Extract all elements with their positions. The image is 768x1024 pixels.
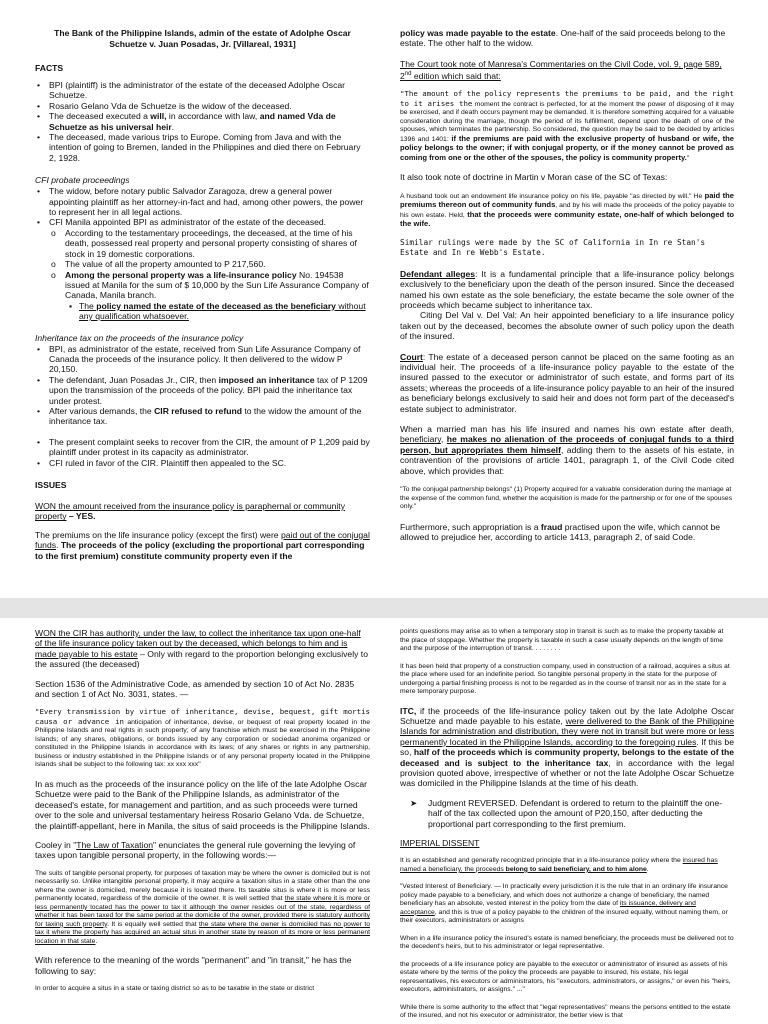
page1-right-column — [400, 28, 734, 542]
document-page-2 — [0, 618, 768, 1024]
cooley-quote: The suits of tangible personal property, for purposes of taxation may be where the owner is domiciled but is not necessarily so. Unlike intangible personal property, it may acquire a taxation situs in a state other than the one where the owner is domiciled, merely because it is located there. Its taxable situs is where it is more or less permanently located, regardless of the domicile of the owner. It is well settled that the state where it is more or less permanently located has the power to tax it although the owner resides out of the state, regardless of whether it has been taxed for the same period at the domicile of the owner, provided there is statutory authority for taxing such property. It is equally well settled that the state where the owner is domiciled has no power to tax it where the property has acquired an actual situs in another state by reason of its more or less permanent location in that state. — [35, 869, 370, 945]
manresa-reference: The Court took note of Manresa's Commentaries on the Civil Code, vol. 9, page 589, 2nd edition which said that: — [400, 58, 722, 82]
bullet-icon: • — [37, 436, 41, 447]
estate-beneficiary-quote: When in a life insurance policy the insured's estate is named beneficiary, the proceeds must be delivered not to the decedent's heirs, but to his administrator or legal representative. — [400, 934, 734, 951]
vested-interest-quote: "Vested Interest of Beneficiary. — In practically every jurisdiction it is the rule that in an ordinary life insurance policy made payable to a beneficiary, and which does not authorize a change of beneficiary, the named beneficiary has an absolute, vested interest in the policy from the date of its issuance, delivery and acceptance, and this is true of a policy payable to the children of the insured equally, without naming them, or their executors, administrators or assigns — [400, 883, 728, 925]
list-item: • The widow, before notary public Salvador Zaragoza, drew a general power appointing plaintiff as her attorney-in-fact and had, among other powers, the power to represent her in all legal actions. — [37, 186, 364, 218]
list-item: • The deceased executed a will, in accordance with law, and named Vda de Schuetze as his universal heir. — [37, 111, 336, 132]
list-item: • The present complaint seeks to recover from the CIR, the amount of P 1,209 paid by plaintiff under protest in its capacity as administrator. — [37, 436, 370, 458]
situs-paragraph: In as much as the proceeds of the insurance policy on the life of the late Adolphe Oscar Schuetze were paid to the Bank of the Philippine Islands, as administrator of the deceased's estate, for management and partition, and as such proceeds were turned over to the sole and universal testamentary heiress Rosario Gelano Vda. de Schuetze, the plaintiff-appellant, here in Manila, the situs of said proceeds is the Philippine Islands. — [35, 778, 370, 831]
bullet-icon: • — [37, 80, 41, 90]
court-ruling: Court: The estate of a deceased person cannot be placed on the same footing as an individual heir. The proceeds of a life-insurance policy payable to the estate of the insured passed to the executor or administrator of such estate, and forms part of its assets; whereas the proceeds of a life-insurance policy payable to an heir of the insured as beneficiary belongs exclusively to said heir and does not form part of the deceased's estate subject to administrator. — [400, 351, 734, 414]
bullet-icon: • — [37, 457, 41, 468]
list-item: o Among the personal property was a life-insurance policy No. 194538 issued at Manila for the sum of $ 10,000 by the Sun Life Assurance Company of Canada, Manila branch. — [51, 269, 369, 301]
martin-reference: It also took note of doctrine in Martin v Moran case of the SC of Texas: — [400, 172, 668, 183]
issues-heading: ISSUES — [35, 480, 67, 490]
list-item: • CFI Manila appointed BPI as administrator of the estate of the deceased. — [37, 217, 327, 228]
list-item: • BPI, as administrator of the estate, received from Sun Life Assurance Company of Canada the proceeds of the insurance policy. It then delivered to the widow P 20,150. — [37, 343, 361, 375]
circle-icon: o — [51, 269, 56, 280]
defendant-alleges: Defendant alleges: It is a fundamental principle that a life-insurance policy belongs exclusively to the beneficiary upon the death of the person insured. Since the deceased named his own estate as the sole beneficiary, the estate became the sole owner of the proceeds which became subject to inheritance tax. — [400, 268, 734, 310]
bullet-icon: • — [37, 111, 41, 122]
issue-1-ruling: The premiums on the life insurance policy (except the first) were paid out of the conjugal funds. The proceeds of the policy (excluding the proportional part corresponding to the first premium) constitute community property even if the — [35, 529, 370, 561]
issue-1: WON the amount received from the insurance policy is paraphernal or community property – YES. — [35, 501, 345, 522]
martin-quote: A husband took out an endowment life insurance policy on his life, payable "as directed by will." He paid the premiums thereon out of community funds, and by his will made the proceeds of the policy payable to his own estate. Held, that the proceeds were community estate, one-half of which belonged to the wife. — [400, 190, 734, 229]
itc-paragraph: ITC, if the proceeds of the life-insurance policy taken out by the late Adolphe Oscar Schuetze and made payable to his estate, were delivered to the Bank of the Philippine Islands for administration and distribution, they were not in transit but were more or less permanently located in the Philippine Islands, according to the foregoing rules. If this be so, half of the proceeds which is community property, belongs to the estate of the deceased and is subject to the inheritance tax, in accordance with the legal provision quoted above, irrespective of whether or not the late Adolphe Oscar Schuetze was domiciled in the Philippine Islands at the time of his death. — [400, 705, 735, 789]
list-item: • The deceased, made various trips to Europe. Coming from Java and with the intention of going to Bremen, landed in the Philippines and died there on February 2, 1928. — [37, 132, 361, 163]
facts-heading: FACTS — [35, 63, 64, 73]
transit-quote: points questions may arise as to when a temporary stop in transit is such as to make the property taxable at the place of stoppage. Whether the property is taxable in such a case usually depends on the length of time and the purpose of the interruption of transit. . . . . . . . — [400, 628, 724, 652]
dissent-principle: It is an established and generally recognized principle that in a life-insurance policy where the insured has named a beneficiary, the proceeds belong to said beneficiary, and to him alone. — [400, 857, 718, 873]
fraud-paragraph: Furthermore, such appropriation is a fraud practised upon the wife, which cannot be allowed to prejudice her, according to article 1413, paragraph 2, of said Code. — [400, 521, 721, 542]
tax-heading: Inheritance tax on the proceeds of the insurance policy — [35, 332, 244, 343]
circle-icon: o — [51, 259, 56, 270]
list-item: • Rosario Gelano Vda de Schuetze is the widow of the deceased. — [37, 100, 292, 111]
manresa-quote: "The amount of the policy represents the premiums to be paid, and the right to it arises the moment the contract is perfected, for at the moment the power of disposing of it may be exercised, and if death occurs payment may be demanded. It is therefore something acquired for a valuable consideration during the marriage, though the period of its fulfillment, depend upon the death of one of the spouses, which terminates the partnership. So considered, the question may be said to be decided by articles 1396 and 1401: if the premiums are paid with the exclusive property of husband or wife, the policy belongs to the owner; if with conjugal property, or if the money cannot be proved as coming from one or the other of the spouses, the policy is community property." — [400, 89, 734, 162]
page2-left-column — [35, 628, 370, 994]
similar-rulings: Similar rulings were made by the SC of California in In re Stan's Estate and In re Webb's Estate. — [400, 237, 706, 258]
list-item: • CFI ruled in favor of the CIR. Plaintiff then appealed to the SC. — [37, 457, 287, 468]
list-item: o The value of all the property amounted to P 217,560. — [51, 259, 266, 270]
bullet-icon: • — [37, 217, 41, 228]
del-val-citation: Citing Del Val v. Del Val: An heir appointed beneficiary to a life insurance policy taken out by the deceased, becomes the absolute owner of such policy upon the death of the insured. — [400, 310, 734, 342]
bullet-icon: • — [37, 374, 41, 385]
list-item: ▪ The policy named the estate of the deceased as the beneficiary without any qualification whatsoever. — [69, 300, 366, 322]
section-1536: Section 1536 of the Administrative Code, as amended by section 10 of Act No. 2835 and section 1 of Act No. 3031, states. — — [35, 678, 355, 700]
circle-icon: o — [51, 227, 56, 238]
ruling-continued: policy was made payable to the estate. One-half of the said proceeds belong to the estate. The other half to the widow. — [400, 28, 726, 49]
arrow-icon: ➤ — [410, 797, 418, 808]
proceeds-payable-quote: the proceeds of a life insurance policy are payable to the executor or administrator of insured as assets of his estate where by the terms of the policy the proceeds are payable to insured, his estate, his legal representatives, his executors or administrators, his "executors, administrators, or assigns," or even his "heirs, executors, administrators, or assigns." ..." — [400, 960, 731, 994]
article-1401-quote: "To the conjugal partnership belongs" (1) Property acquired for a valuable consideration during the marriage at the expense of the common fund, whether the acquisition is made for the partnership or for one of the spouses only." — [400, 486, 733, 511]
page1-left-column — [35, 28, 370, 561]
bullet-icon: • — [37, 186, 41, 197]
construction-quote: It has been held that property of a construction company, used in construction of a railroad, acquires a situs at the place where used for an indefinite period. So tangible personal property in the state for the purpose of undergoing a partial finishing process is not to be regarded as in the course of transit nor as in the state for a mere temporary purpose. — [400, 662, 730, 695]
page2-right-column — [400, 628, 734, 1021]
bullet-icon: • — [37, 343, 41, 354]
bullet-icon: • — [37, 132, 41, 143]
dissent-heading: IMPERIAL DISSENT — [400, 837, 480, 848]
cfi-list — [35, 186, 370, 321]
facts-list — [35, 80, 370, 163]
permanent-transit-reference: With reference to the meaning of the words "permanent" and "in transit," he has the following to say: — [35, 955, 352, 976]
married-man-paragraph: When a married man has his life insured and names his own estate after death, beneficiary, he makes no alienation of the proceeds of conjugal funds to a third person, but appropriates them himself, adding them to the assets of his estate, in contravention of the provisions of article 1401, paragraph 1, of the Civil Code cited above, which provides that: — [400, 423, 734, 476]
list-item: • BPI (plaintiff) is the administrator of the estate of the deceased Adolphe Oscar Schuetze. — [37, 80, 346, 101]
judgment: ➤ Judgment REVERSED. Defendant is ordered to return to the plaintiff the one-half of the tax collected upon the amount of P20,150, after deducting the proportional part corresponding to the first premium. — [410, 797, 723, 829]
legal-representatives-quote: While there is some authority to the effect that "legal representatives" means the persons entitled to the estate of the insured, and not his executor or administrator, the better view is that — [400, 1003, 731, 1020]
tax-list — [35, 344, 370, 468]
square-icon: ▪ — [69, 300, 73, 311]
cooley-reference: Cooley in "The Law of Taxation" enunciates the general rule governing the levying of taxes upon tangible personal property, in the following words:— — [35, 839, 356, 861]
list-item: • After various demands, the CIR refused to refund to the widow the amount of the inheritance tax. — [37, 405, 362, 427]
bullet-icon: • — [37, 405, 41, 416]
section-1536-quote: "Every transmission by virtue of inheritance, devise, bequest, gift mortis causa or advance in anticipation of inheritance, devise, or bequest of real property located in the Philippine Islands and real rights in such property; of any franchise which must be exercised in the Philippine Islands; of any shares, obligations, or bonds issued by any corporation or sociedad anonima organized or constituted in the Philippine Islands in accordance with its laws; of any shares or rights in any partnership, business or industry established in the Philippine Islands or of any personal property located in the Philippine Islands shall be subject to the following tax: xx xxx xxx" — [35, 707, 371, 769]
partial-quote: In order to acquire a situs in a state or taxing district so as to be taxable in the state or district — [35, 985, 315, 993]
list-item: o According to the testamentary proceedings, the deceased, at the time of his death, possessed real property and personal property consisting of shares of stock in 19 domestic corporations. — [51, 227, 357, 259]
list-item: • The defendant, Juan Posadas Jr., CIR, then imposed an inheritance tax of P 1209 upon the transmission of the proceeds of the policy. BPI paid the inheritance tax under protest. — [37, 374, 368, 406]
bullet-icon: • — [37, 100, 41, 111]
issue-2: WON the CIR has authority, under the law, to collect the inheritance tax upon one-half of the life insurance policy taken out by the deceased, which belongs to him and is made payable to his estate – Only with regard to the proportion belonging exclusively to the assured (the deceased) — [35, 628, 368, 670]
case-title: The Bank of the Philippine Islands, admin of the estate of Adolphe Oscar Schuetze v. Juan Posadas, Jr. [Villareal, 1931] — [54, 28, 351, 49]
cfi-heading: CFI probate proceedings — [35, 175, 130, 186]
